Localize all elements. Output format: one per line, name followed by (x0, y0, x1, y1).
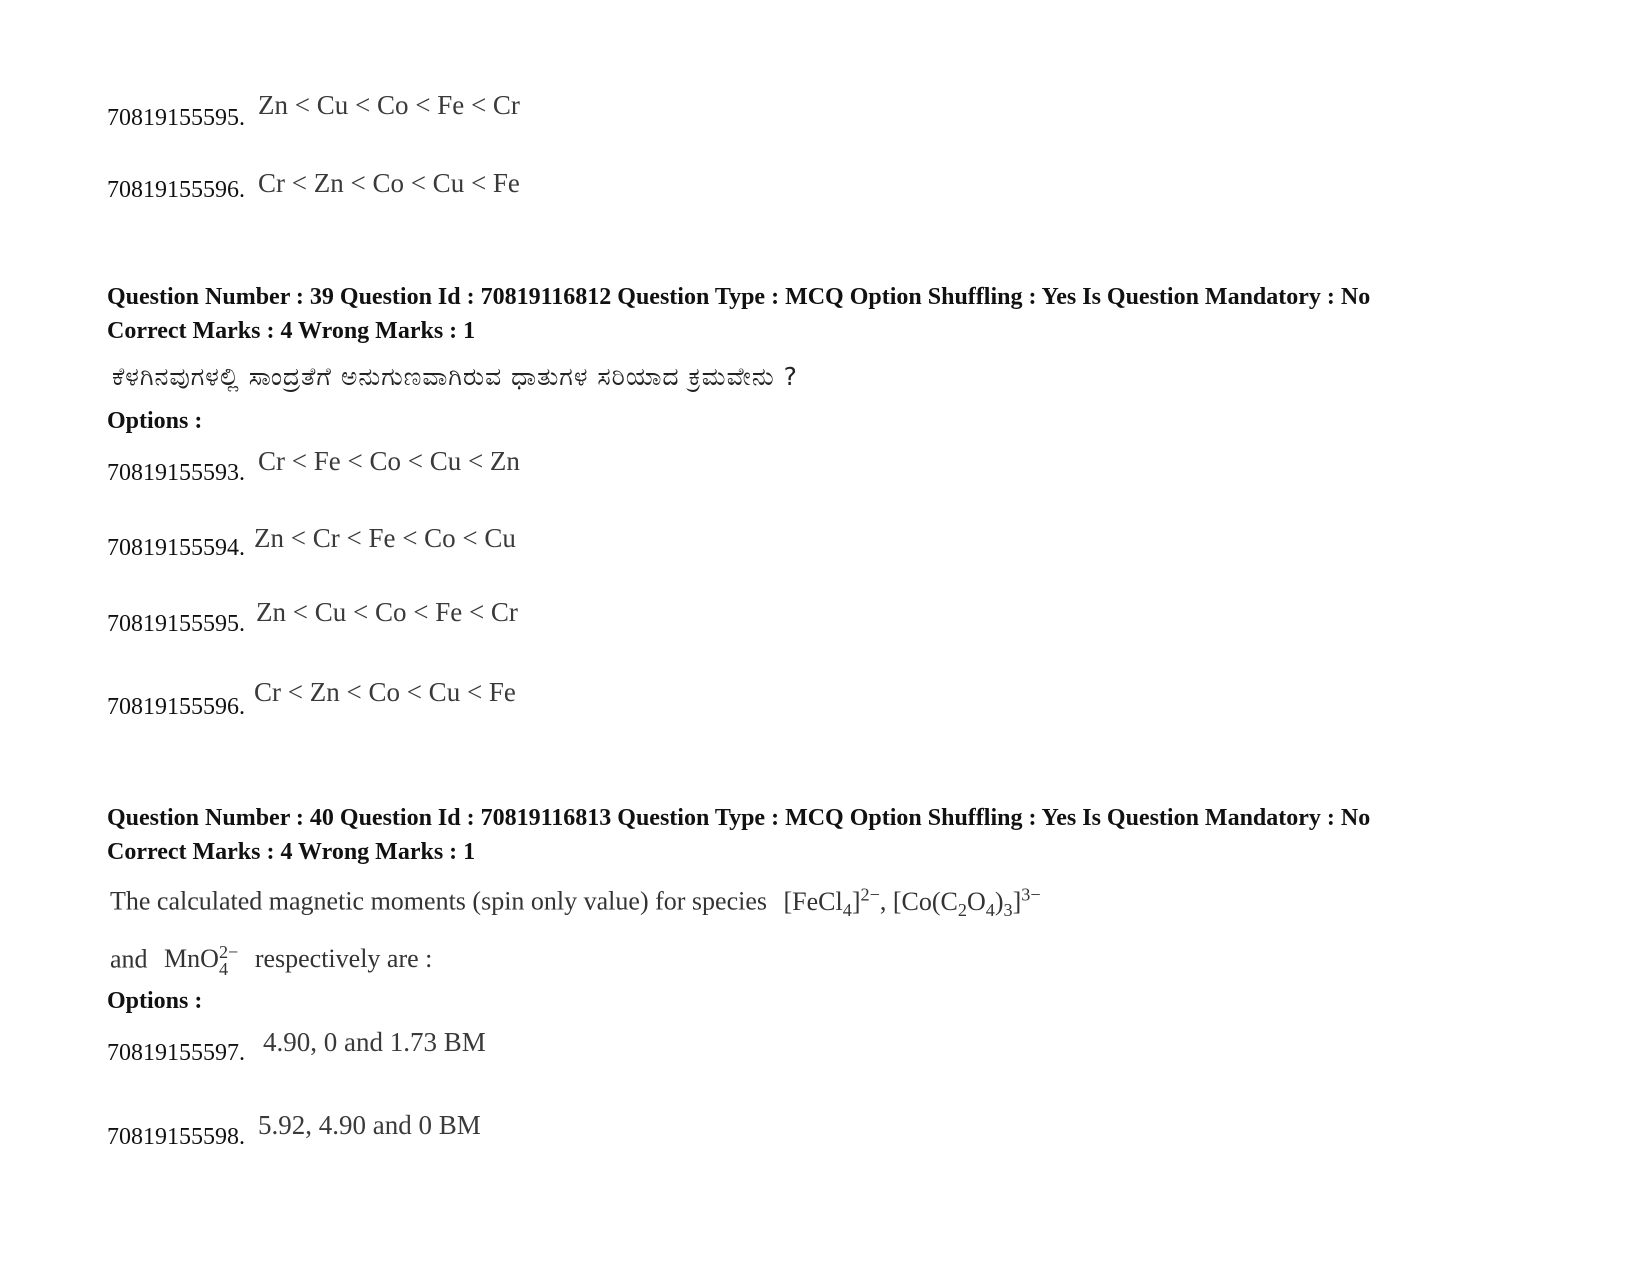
question-text: The calculated magnetic moments (spin only value) for species (110, 886, 767, 916)
options-label: Options : (107, 408, 203, 434)
question-text-line2: and MnO 2− 4 respectively are : (110, 942, 433, 980)
option-text: Cr < Zn < Co < Cu < Fe (258, 168, 520, 198)
question-marks: Correct Marks : 4 Wrong Marks : 1 (107, 318, 476, 344)
question-text: ಕೆಳಗಿನವುಗಳಲ್ಲಿ ಸಾಂದ್ರತೆಗೆ ಅನುಗುಣವಾಗಿರುವ ಧಾತುಗಳ ಸರಿಯಾದ ಕ್ರಮವೇನು ? (112, 362, 798, 391)
option-id: 70819155598. (107, 1124, 245, 1150)
option-id: 70819155595. (107, 611, 245, 637)
option-id: 70819155597. (107, 1040, 245, 1066)
question-meta: Question Number : 40 Question Id : 70819116813 Question Type : MCQ Option Shuffling : Yes Is Question Mandatory : No (107, 805, 1371, 831)
option-text: Zn < Cu < Co < Fe < Cr (256, 597, 518, 627)
option-id: 70819155593. (107, 460, 245, 486)
options-label: Options : (107, 988, 203, 1014)
question-marks: Correct Marks : 4 Wrong Marks : 1 (107, 839, 476, 865)
option-text: 4.90, 0 and 1.73 BM (263, 1027, 486, 1057)
species-mno4: MnO 2− 4 (164, 942, 239, 980)
option-id: 70819155596. (107, 177, 245, 203)
question-meta: Question Number : 39 Question Id : 70819116812 Question Type : MCQ Option Shuffling : Yes Is Question Mandatory : No (107, 284, 1371, 310)
species-cooxalate: $[Co(C_2O_4)_3]^{3-}$ (892, 884, 1041, 920)
option-text: Cr < Fe < Co < Cu < Zn (258, 446, 520, 476)
option-id: 70819155594. (107, 535, 245, 561)
option-text: 5.92, 4.90 and 0 BM (258, 1110, 481, 1140)
species-fecl4: [FeCl$_4$]$^{2-}$ (783, 884, 880, 920)
option-id: 70819155595. (107, 105, 245, 131)
option-text: Zn < Cu < Co < Fe < Cr (258, 90, 520, 120)
option-text: Cr < Zn < Co < Cu < Fe (254, 677, 516, 707)
question-text-line1: The calculated magnetic moments (spin only value) for species [FeCl$_4$]$^{2-}$, $[Co(C_2O_4)_3]^{3-}$ (110, 884, 1041, 920)
option-text: Zn < Cr < Fe < Co < Cu (254, 523, 516, 553)
option-id: 70819155596. (107, 694, 245, 720)
